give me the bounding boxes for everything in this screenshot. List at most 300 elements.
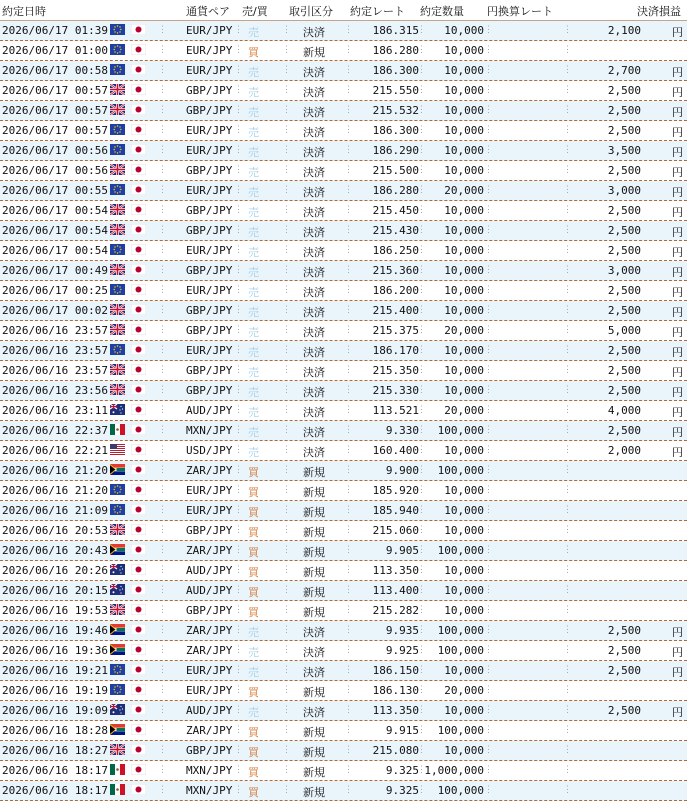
cell-separator: ⋮ bbox=[417, 605, 426, 615]
trade-kind: 決済 bbox=[303, 286, 325, 299]
trade-datetime: 2026/06/16 23:56 bbox=[2, 384, 108, 397]
cell-separator: ⋮ bbox=[344, 685, 353, 695]
cell-separator: ⋮ bbox=[417, 345, 426, 355]
trade-rate: 215.550 bbox=[372, 84, 419, 97]
cell-separator: ⋮ bbox=[484, 445, 493, 455]
table-row[interactable] bbox=[0, 361, 687, 381]
cell-separator: ⋮ bbox=[158, 145, 167, 155]
table-row[interactable] bbox=[0, 321, 687, 341]
cell-separator: ⋮ bbox=[563, 705, 572, 715]
table-row[interactable] bbox=[0, 561, 687, 581]
yen-unit: 円 bbox=[672, 186, 683, 199]
trade-datetime: 2026/06/16 19:53 bbox=[2, 604, 108, 617]
cell-separator: ⋮ bbox=[282, 445, 291, 455]
table-row[interactable] bbox=[0, 301, 687, 321]
uk-flag-icon bbox=[110, 204, 125, 215]
header-side[interactable]: 売/買 bbox=[242, 5, 268, 18]
cell-separator: ⋮ bbox=[234, 485, 243, 495]
cell-separator: ⋮ bbox=[484, 605, 493, 615]
settlement-pl: 2,700 bbox=[607, 64, 641, 77]
table-row[interactable] bbox=[0, 241, 687, 261]
trade-quantity: 10,000 bbox=[444, 124, 484, 137]
trade-rate: 113.350 bbox=[372, 564, 419, 577]
cell-separator: ⋮ bbox=[484, 365, 493, 375]
cell-separator: ⋮ bbox=[563, 585, 572, 595]
trade-quantity: 10,000 bbox=[444, 344, 484, 357]
cell-separator: ⋮ bbox=[344, 245, 353, 255]
trade-side: 売 bbox=[248, 266, 259, 279]
trade-side: 買 bbox=[248, 506, 259, 519]
yen-unit: 円 bbox=[672, 646, 683, 659]
cell-separator: ⋮ bbox=[282, 565, 291, 575]
trade-datetime: 2026/06/16 18:27 bbox=[2, 744, 108, 757]
cell-separator: ⋮ bbox=[158, 385, 167, 395]
japan-flag-icon bbox=[131, 704, 146, 715]
currency-pair: GBP/JPY bbox=[186, 304, 233, 317]
cell-separator: ⋮ bbox=[282, 365, 291, 375]
header-pair[interactable]: 通貨ペア bbox=[186, 5, 230, 18]
table-row[interactable] bbox=[0, 481, 687, 501]
yen-unit: 円 bbox=[672, 206, 683, 219]
currency-pair: GBP/JPY bbox=[186, 364, 233, 377]
cell-separator: ⋮ bbox=[344, 785, 353, 795]
trade-kind: 決済 bbox=[303, 626, 325, 639]
eu-flag-icon bbox=[110, 664, 125, 675]
cell-separator: ⋮ bbox=[234, 645, 243, 655]
cell-separator: ⋮ bbox=[234, 325, 243, 335]
table-row[interactable] bbox=[0, 781, 687, 801]
uk-flag-icon bbox=[110, 744, 125, 755]
header-kind[interactable]: 取引区分 bbox=[289, 5, 333, 18]
table-header bbox=[0, 0, 687, 21]
trade-datetime: 2026/06/16 19:36 bbox=[2, 644, 108, 657]
cell-separator: ⋮ bbox=[563, 565, 572, 575]
table-row[interactable] bbox=[0, 621, 687, 641]
cell-separator: ⋮ bbox=[484, 705, 493, 715]
japan-flag-icon bbox=[131, 684, 146, 695]
cell-separator: ⋮ bbox=[563, 605, 572, 615]
cell-separator: ⋮ bbox=[417, 385, 426, 395]
trade-quantity: 10,000 bbox=[444, 264, 484, 277]
trade-rate: 215.430 bbox=[372, 224, 419, 237]
trade-datetime: 2026/06/16 19:09 bbox=[2, 704, 108, 717]
table-row[interactable] bbox=[0, 161, 687, 181]
table-row[interactable] bbox=[0, 681, 687, 701]
japan-flag-icon bbox=[131, 604, 146, 615]
currency-pair: GBP/JPY bbox=[186, 204, 233, 217]
cell-separator: ⋮ bbox=[417, 545, 426, 555]
japan-flag-icon bbox=[131, 284, 146, 295]
trade-datetime: 2026/06/17 00:56 bbox=[2, 144, 108, 157]
south-africa-flag-icon bbox=[110, 724, 125, 735]
trade-quantity: 10,000 bbox=[444, 444, 484, 457]
settlement-pl: 4,000 bbox=[607, 404, 641, 417]
cell-separator: ⋮ bbox=[417, 645, 426, 655]
cell-separator: ⋮ bbox=[344, 345, 353, 355]
japan-flag-icon bbox=[131, 424, 146, 435]
japan-flag-icon bbox=[131, 524, 146, 535]
table-row[interactable] bbox=[0, 261, 687, 281]
cell-separator: ⋮ bbox=[484, 785, 493, 795]
settlement-pl: 2,500 bbox=[607, 284, 641, 297]
trade-quantity: 10,000 bbox=[444, 504, 484, 517]
trade-quantity: 10,000 bbox=[444, 744, 484, 757]
table-row[interactable] bbox=[0, 281, 687, 301]
trade-kind: 決済 bbox=[303, 246, 325, 259]
cell-separator: ⋮ bbox=[158, 685, 167, 695]
trade-rate: 186.290 bbox=[372, 144, 419, 157]
cell-separator: ⋮ bbox=[563, 765, 572, 775]
cell-separator: ⋮ bbox=[417, 765, 426, 775]
trade-datetime: 2026/06/16 23:57 bbox=[2, 324, 108, 337]
australia-flag-icon bbox=[110, 564, 125, 575]
trade-quantity: 10,000 bbox=[444, 84, 484, 97]
cell-separator: ⋮ bbox=[563, 85, 572, 95]
table-row[interactable] bbox=[0, 401, 687, 421]
cell-separator: ⋮ bbox=[417, 65, 426, 75]
table-row[interactable] bbox=[0, 461, 687, 481]
trade-side: 売 bbox=[248, 226, 259, 239]
cell-separator: ⋮ bbox=[234, 225, 243, 235]
trade-side: 売 bbox=[248, 386, 259, 399]
cell-separator: ⋮ bbox=[234, 625, 243, 635]
table-row[interactable] bbox=[0, 341, 687, 361]
cell-separator: ⋮ bbox=[563, 285, 572, 295]
trade-datetime: 2026/06/16 22:37 bbox=[2, 424, 108, 437]
japan-flag-icon bbox=[131, 464, 146, 475]
currency-pair: GBP/JPY bbox=[186, 224, 233, 237]
trade-kind: 決済 bbox=[303, 406, 325, 419]
trade-datetime: 2026/06/16 19:19 bbox=[2, 684, 108, 697]
trade-side: 買 bbox=[248, 546, 259, 559]
trade-rate: 185.940 bbox=[372, 504, 419, 517]
cell-separator: ⋮ bbox=[344, 85, 353, 95]
cell-separator: ⋮ bbox=[234, 345, 243, 355]
yen-unit: 円 bbox=[672, 626, 683, 639]
table-row[interactable] bbox=[0, 381, 687, 401]
trade-quantity: 10,000 bbox=[444, 564, 484, 577]
cell-separator: ⋮ bbox=[234, 105, 243, 115]
table-row[interactable] bbox=[0, 701, 687, 721]
table-row[interactable] bbox=[0, 761, 687, 781]
cell-separator: ⋮ bbox=[158, 205, 167, 215]
cell-separator: ⋮ bbox=[234, 145, 243, 155]
trade-side: 買 bbox=[248, 466, 259, 479]
mexico-flag-icon bbox=[110, 784, 125, 795]
japan-flag-icon bbox=[131, 304, 146, 315]
settlement-pl: 2,500 bbox=[607, 664, 641, 677]
cell-separator: ⋮ bbox=[417, 165, 426, 175]
table-row[interactable] bbox=[0, 21, 687, 41]
cell-separator: ⋮ bbox=[417, 725, 426, 735]
trade-side: 売 bbox=[248, 646, 259, 659]
cell-separator: ⋮ bbox=[344, 485, 353, 495]
currency-pair: EUR/JPY bbox=[186, 244, 233, 257]
cell-separator: ⋮ bbox=[417, 305, 426, 315]
cell-separator: ⋮ bbox=[344, 405, 353, 415]
table-row[interactable] bbox=[0, 641, 687, 661]
japan-flag-icon bbox=[131, 224, 146, 235]
trade-quantity: 20,000 bbox=[444, 404, 484, 417]
trade-kind: 新規 bbox=[303, 766, 325, 779]
trade-datetime: 2026/06/16 19:21 bbox=[2, 664, 108, 677]
settlement-pl: 5,000 bbox=[607, 324, 641, 337]
table-row[interactable] bbox=[0, 741, 687, 761]
trade-rate: 186.250 bbox=[372, 244, 419, 257]
trade-side: 売 bbox=[248, 326, 259, 339]
trade-kind: 新規 bbox=[303, 606, 325, 619]
currency-pair: MXN/JPY bbox=[186, 424, 233, 437]
cell-separator: ⋮ bbox=[282, 725, 291, 735]
trade-rate: 186.130 bbox=[372, 684, 419, 697]
cell-separator: ⋮ bbox=[282, 265, 291, 275]
cell-separator: ⋮ bbox=[282, 785, 291, 795]
australia-flag-icon bbox=[110, 704, 125, 715]
table-row[interactable] bbox=[0, 81, 687, 101]
table-row[interactable] bbox=[0, 61, 687, 81]
header-qty[interactable]: 約定数量 bbox=[420, 5, 464, 18]
trade-datetime: 2026/06/17 00:57 bbox=[2, 124, 108, 137]
trade-side: 買 bbox=[248, 46, 259, 59]
trade-side: 買 bbox=[248, 766, 259, 779]
yen-unit: 円 bbox=[672, 146, 683, 159]
cell-separator: ⋮ bbox=[417, 205, 426, 215]
cell-separator: ⋮ bbox=[282, 405, 291, 415]
cell-separator: ⋮ bbox=[158, 245, 167, 255]
cell-separator: ⋮ bbox=[344, 545, 353, 555]
settlement-pl: 2,500 bbox=[607, 364, 641, 377]
cell-separator: ⋮ bbox=[563, 385, 572, 395]
eu-flag-icon bbox=[110, 144, 125, 155]
cell-separator: ⋮ bbox=[563, 25, 572, 35]
trade-quantity: 10,000 bbox=[444, 304, 484, 317]
table-row[interactable] bbox=[0, 421, 687, 441]
cell-separator: ⋮ bbox=[484, 165, 493, 175]
cell-separator: ⋮ bbox=[563, 265, 572, 275]
cell-separator: ⋮ bbox=[158, 725, 167, 735]
cell-separator: ⋮ bbox=[158, 405, 167, 415]
uk-flag-icon bbox=[110, 524, 125, 535]
japan-flag-icon bbox=[131, 564, 146, 575]
cell-separator: ⋮ bbox=[417, 285, 426, 295]
trade-kind: 新規 bbox=[303, 686, 325, 699]
cell-separator: ⋮ bbox=[417, 445, 426, 455]
cell-separator: ⋮ bbox=[282, 465, 291, 475]
cell-separator: ⋮ bbox=[234, 765, 243, 775]
cell-separator: ⋮ bbox=[484, 525, 493, 535]
cell-separator: ⋮ bbox=[563, 545, 572, 555]
cell-separator: ⋮ bbox=[158, 45, 167, 55]
cell-separator: ⋮ bbox=[484, 745, 493, 755]
trade-kind: 決済 bbox=[303, 186, 325, 199]
trade-rate: 186.300 bbox=[372, 124, 419, 137]
table-row[interactable] bbox=[0, 101, 687, 121]
trade-kind: 決済 bbox=[303, 706, 325, 719]
trade-kind: 新規 bbox=[303, 786, 325, 799]
cell-separator: ⋮ bbox=[158, 445, 167, 455]
settlement-pl: 3,000 bbox=[607, 184, 641, 197]
header-yen-rate[interactable]: 円換算レート bbox=[487, 5, 553, 18]
table-row[interactable] bbox=[0, 41, 687, 61]
trade-datetime: 2026/06/16 23:57 bbox=[2, 344, 108, 357]
cell-separator: ⋮ bbox=[417, 565, 426, 575]
cell-separator: ⋮ bbox=[484, 205, 493, 215]
cell-separator: ⋮ bbox=[344, 265, 353, 275]
settlement-pl: 3,500 bbox=[607, 144, 641, 157]
cell-separator: ⋮ bbox=[234, 565, 243, 575]
header-pl[interactable]: 決済損益 bbox=[637, 5, 681, 18]
cell-separator: ⋮ bbox=[484, 225, 493, 235]
trade-quantity: 10,000 bbox=[444, 224, 484, 237]
cell-separator: ⋮ bbox=[563, 665, 572, 675]
yen-unit: 円 bbox=[672, 26, 683, 39]
cell-separator: ⋮ bbox=[344, 705, 353, 715]
uk-flag-icon bbox=[110, 224, 125, 235]
cell-separator: ⋮ bbox=[234, 605, 243, 615]
trade-kind: 決済 bbox=[303, 26, 325, 39]
cell-separator: ⋮ bbox=[282, 65, 291, 75]
cell-separator: ⋮ bbox=[234, 705, 243, 715]
table-row[interactable] bbox=[0, 121, 687, 141]
currency-pair: GBP/JPY bbox=[186, 104, 233, 117]
table-row[interactable] bbox=[0, 201, 687, 221]
table-row[interactable] bbox=[0, 221, 687, 241]
cell-separator: ⋮ bbox=[234, 725, 243, 735]
south-africa-flag-icon bbox=[110, 544, 125, 555]
cell-separator: ⋮ bbox=[484, 685, 493, 695]
trade-datetime: 2026/06/17 00:02 bbox=[2, 304, 108, 317]
cell-separator: ⋮ bbox=[484, 665, 493, 675]
eu-flag-icon bbox=[110, 44, 125, 55]
cell-separator: ⋮ bbox=[417, 25, 426, 35]
cell-separator: ⋮ bbox=[282, 765, 291, 775]
japan-flag-icon bbox=[131, 504, 146, 515]
settlement-pl: 2,500 bbox=[607, 84, 641, 97]
cell-separator: ⋮ bbox=[158, 65, 167, 75]
currency-pair: GBP/JPY bbox=[186, 84, 233, 97]
table-row[interactable] bbox=[0, 141, 687, 161]
currency-pair: EUR/JPY bbox=[186, 44, 233, 57]
cell-separator: ⋮ bbox=[282, 605, 291, 615]
cell-separator: ⋮ bbox=[158, 605, 167, 615]
table-row[interactable] bbox=[0, 661, 687, 681]
trade-datetime: 2026/06/17 00:58 bbox=[2, 64, 108, 77]
cell-separator: ⋮ bbox=[563, 425, 572, 435]
cell-separator: ⋮ bbox=[344, 145, 353, 155]
cell-separator: ⋮ bbox=[344, 225, 353, 235]
trade-rate: 9.915 bbox=[385, 724, 419, 737]
trade-side: 売 bbox=[248, 186, 259, 199]
south-africa-flag-icon bbox=[110, 644, 125, 655]
japan-flag-icon bbox=[131, 764, 146, 775]
uk-flag-icon bbox=[110, 84, 125, 95]
settlement-pl: 2,500 bbox=[607, 704, 641, 717]
settlement-pl: 3,000 bbox=[607, 264, 641, 277]
cell-separator: ⋮ bbox=[234, 525, 243, 535]
cell-separator: ⋮ bbox=[417, 185, 426, 195]
cell-separator: ⋮ bbox=[282, 745, 291, 755]
table-row[interactable] bbox=[0, 441, 687, 461]
cell-separator: ⋮ bbox=[484, 405, 493, 415]
trade-side: 売 bbox=[248, 446, 259, 459]
cell-separator: ⋮ bbox=[282, 585, 291, 595]
cell-separator: ⋮ bbox=[484, 725, 493, 735]
cell-separator: ⋮ bbox=[234, 445, 243, 455]
cell-separator: ⋮ bbox=[282, 225, 291, 235]
south-africa-flag-icon bbox=[110, 624, 125, 635]
trade-rate: 215.450 bbox=[372, 204, 419, 217]
trade-quantity: 10,000 bbox=[444, 524, 484, 537]
australia-flag-icon bbox=[110, 584, 125, 595]
eu-flag-icon bbox=[110, 284, 125, 295]
trade-rate: 9.900 bbox=[385, 464, 419, 477]
table-row[interactable] bbox=[0, 601, 687, 621]
cell-separator: ⋮ bbox=[484, 345, 493, 355]
table-row[interactable] bbox=[0, 501, 687, 521]
trade-rate: 9.325 bbox=[385, 764, 419, 777]
cell-separator: ⋮ bbox=[484, 25, 493, 35]
trade-rate: 113.400 bbox=[372, 584, 419, 597]
cell-separator: ⋮ bbox=[563, 125, 572, 135]
cell-separator: ⋮ bbox=[344, 645, 353, 655]
trade-quantity: 10,000 bbox=[444, 664, 484, 677]
currency-pair: GBP/JPY bbox=[186, 744, 233, 757]
japan-flag-icon bbox=[131, 364, 146, 375]
cell-separator: ⋮ bbox=[282, 165, 291, 175]
eu-flag-icon bbox=[110, 24, 125, 35]
table-row[interactable] bbox=[0, 181, 687, 201]
cell-separator: ⋮ bbox=[158, 345, 167, 355]
cell-separator: ⋮ bbox=[417, 325, 426, 335]
yen-unit: 円 bbox=[672, 706, 683, 719]
cell-separator: ⋮ bbox=[158, 425, 167, 435]
japan-flag-icon bbox=[131, 384, 146, 395]
trade-side: 買 bbox=[248, 526, 259, 539]
trade-quantity: 10,000 bbox=[444, 64, 484, 77]
table-row[interactable] bbox=[0, 521, 687, 541]
trade-datetime: 2026/06/16 22:21 bbox=[2, 444, 108, 457]
table-row[interactable] bbox=[0, 581, 687, 601]
cell-separator: ⋮ bbox=[158, 25, 167, 35]
table-row[interactable] bbox=[0, 541, 687, 561]
cell-separator: ⋮ bbox=[484, 265, 493, 275]
header-date[interactable]: 約定日時 bbox=[2, 5, 46, 18]
cell-separator: ⋮ bbox=[417, 525, 426, 535]
currency-pair: MXN/JPY bbox=[186, 764, 233, 777]
cell-separator: ⋮ bbox=[563, 725, 572, 735]
trade-side: 売 bbox=[248, 426, 259, 439]
cell-separator: ⋮ bbox=[344, 565, 353, 575]
cell-separator: ⋮ bbox=[344, 365, 353, 375]
cell-separator: ⋮ bbox=[563, 65, 572, 75]
trade-datetime: 2026/06/16 23:57 bbox=[2, 364, 108, 377]
trade-rate: 215.500 bbox=[372, 164, 419, 177]
cell-separator: ⋮ bbox=[563, 165, 572, 175]
currency-pair: EUR/JPY bbox=[186, 504, 233, 517]
cell-separator: ⋮ bbox=[282, 545, 291, 555]
cell-separator: ⋮ bbox=[234, 25, 243, 35]
cell-separator: ⋮ bbox=[417, 745, 426, 755]
trade-datetime: 2026/06/17 00:57 bbox=[2, 84, 108, 97]
table-row[interactable] bbox=[0, 721, 687, 741]
trade-side: 買 bbox=[248, 746, 259, 759]
trade-kind: 決済 bbox=[303, 66, 325, 79]
header-rate[interactable]: 約定レート bbox=[350, 5, 405, 18]
cell-separator: ⋮ bbox=[563, 345, 572, 355]
trade-side: 売 bbox=[248, 406, 259, 419]
settlement-pl: 2,500 bbox=[607, 164, 641, 177]
trade-side: 買 bbox=[248, 786, 259, 799]
